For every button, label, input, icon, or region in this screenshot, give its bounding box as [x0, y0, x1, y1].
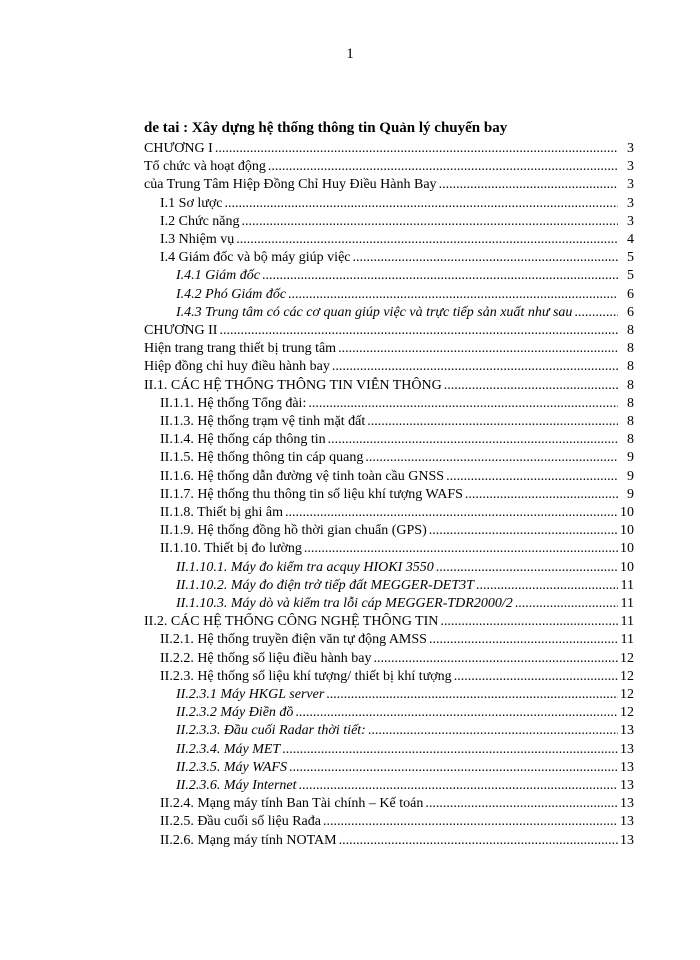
toc-entry-label: Tổ chức và hoạt động	[144, 159, 266, 175]
toc-entry-page: 11	[620, 632, 634, 648]
toc-entry-page: 8	[627, 432, 634, 448]
toc-leader-dots	[367, 413, 618, 431]
toc-entry-page: 5	[627, 268, 634, 284]
page-number: 1	[346, 46, 354, 62]
toc-entry[interactable]	[176, 722, 634, 740]
toc-entry-page: 3	[627, 195, 634, 211]
toc-entry-page: 5	[627, 250, 634, 266]
toc-entry-label: II.2.3.2 Máy Điền đồ	[176, 705, 294, 721]
toc-entry[interactable]	[176, 267, 634, 285]
toc-entry[interactable]	[176, 741, 634, 759]
toc-entry[interactable]	[144, 158, 634, 176]
toc-entry-page: 3	[627, 159, 634, 175]
toc-entry-label: II.2.4. Mạng máy tính Ban Tài chính – Kế toán	[160, 796, 424, 812]
toc-leader-dots	[285, 504, 618, 522]
toc-leader-dots	[224, 195, 618, 213]
toc-entry[interactable]	[144, 322, 634, 340]
toc-entry[interactable]	[176, 777, 634, 795]
toc-entry-label: II.1.10.1. Máy đo kiểm tra acquy HIOKI 3550	[176, 559, 434, 575]
toc-entry[interactable]	[160, 504, 634, 522]
document-title: de tai : Xây dựng hệ thống thông tin Quản lý chuyến bay	[144, 120, 508, 136]
toc-entry-page: 6	[627, 286, 634, 302]
toc-entry[interactable]	[160, 795, 634, 813]
toc-entry[interactable]	[176, 304, 634, 322]
toc-leader-dots	[268, 158, 618, 176]
toc-entry-page: 8	[627, 359, 634, 375]
toc-entry[interactable]	[176, 286, 634, 304]
toc-leader-dots	[215, 140, 618, 158]
toc-entry-page: 8	[627, 377, 634, 393]
toc-entry[interactable]	[160, 231, 634, 249]
toc-leader-dots	[465, 486, 618, 504]
toc-leader-dots	[353, 249, 618, 267]
toc-entry-page: 12	[620, 668, 634, 684]
toc-entry-label: I.4.3 Trung tâm có các cơ quan giúp việc và trực tiếp sản xuất như sau	[176, 304, 573, 320]
toc-entry[interactable]	[144, 358, 634, 376]
toc-leader-dots	[332, 358, 618, 376]
toc-entry-label: II.1.1. Hệ thống Tổng đài:	[160, 395, 307, 411]
toc-entry-label: II.2.2. Hệ thống số liệu điều hành bay	[160, 650, 372, 666]
toc-entry-label: Hiện trang trang thiết bị trung tâm	[144, 341, 337, 357]
toc-entry[interactable]	[176, 595, 634, 613]
toc-entry[interactable]	[144, 377, 634, 395]
toc-entry-label: II.1.6. Hệ thống dẫn đường vệ tinh toàn cầu GNSS	[160, 468, 445, 484]
toc-entry[interactable]	[160, 449, 634, 467]
toc-entry-label: II.2.3.6. Máy Internet	[176, 778, 297, 793]
toc-entry-label: II.2.3.4. Máy MET	[176, 741, 281, 757]
toc-leader-dots	[328, 431, 618, 449]
toc-entry[interactable]	[160, 468, 634, 486]
toc-entry-label: II.2.3. Hệ thống số liệu khí tượng/ thiết bị khí tượng	[160, 668, 452, 684]
toc-entry-page: 8	[627, 414, 634, 429]
toc-entry-label: II.1.7. Hệ thống thu thông tin số liệu khí tượng WAFS	[160, 486, 463, 502]
toc-entry[interactable]	[176, 559, 634, 577]
toc-leader-dots	[429, 631, 618, 649]
toc-entry[interactable]	[160, 431, 634, 449]
toc-entry-page: 4	[627, 232, 634, 247]
toc-entry-label: I.4 Giám đốc và bộ máy giúp việc	[160, 250, 351, 266]
toc-entry[interactable]	[160, 668, 634, 686]
toc-entry-page: 8	[627, 395, 634, 411]
toc-leader-dots	[323, 813, 618, 831]
toc-leader-dots	[425, 795, 618, 813]
toc-entry-page: 9	[627, 468, 634, 484]
toc-entry-page: 13	[620, 723, 634, 739]
toc-leader-dots	[295, 704, 618, 722]
toc-entry-page: 11	[620, 614, 634, 630]
toc-leader-dots	[339, 832, 618, 850]
toc-leader-dots	[308, 395, 618, 413]
toc-entry-label: II.2.5. Đầu cuối số liệu Rađa	[160, 814, 321, 830]
toc-entry[interactable]	[160, 813, 634, 831]
toc-entry-page: 9	[627, 486, 634, 502]
toc-leader-dots	[338, 340, 618, 358]
toc-leader-dots	[365, 449, 618, 467]
toc-entry-label: II.2. CÁC HỆ THỐNG CÔNG NGHỆ THÔNG TIN	[144, 614, 439, 630]
toc-entry-label: II.1.3. Hệ thống trạm vệ tinh mặt đất	[160, 414, 366, 429]
toc-entry[interactable]	[160, 395, 634, 413]
toc-entry-label: II.2.3.5. Máy WAFS	[176, 759, 287, 775]
toc-leader-dots	[515, 595, 618, 613]
toc-entry-label: II.2.1. Hệ thống truyền điện văn tự động AMSS	[160, 632, 427, 648]
toc-entry-label: I.3 Nhiệm vụ	[160, 232, 235, 247]
toc-leader-dots	[444, 377, 618, 395]
toc-entry-label: II.1.4. Hệ thống cáp thông tin	[160, 432, 326, 448]
toc-entry-label: II.1.8. Thiết bị ghi âm	[160, 505, 283, 520]
toc-entry[interactable]	[160, 832, 634, 850]
toc-entry-page: 8	[627, 341, 634, 357]
toc-entry-label: II.1.10.3. Máy dò và kiểm tra lỗi cáp MEGGER-TDR2000/2	[176, 596, 513, 611]
toc-entry[interactable]	[144, 613, 634, 631]
toc-leader-dots	[326, 686, 618, 704]
toc-entry[interactable]	[160, 631, 634, 649]
toc-entry-label: I.4.1 Giám đốc	[176, 268, 260, 284]
toc-entry-label: II.2.3.3. Đầu cuối Radar thời tiết:	[176, 723, 366, 739]
toc-entry[interactable]	[176, 704, 634, 722]
toc-entry-page: 13	[620, 759, 634, 775]
toc-entry[interactable]	[160, 413, 634, 431]
toc-entry[interactable]	[160, 249, 634, 267]
toc-leader-dots	[262, 267, 618, 285]
toc-entry-page: 8	[627, 323, 634, 338]
toc-entry[interactable]	[144, 140, 634, 158]
toc-entry[interactable]	[160, 486, 634, 504]
toc-entry-page: 10	[620, 559, 634, 575]
toc-entry-label: II.2.3.1 Máy HKGL server	[176, 687, 325, 702]
toc-entry-label: CHƯƠNG II	[144, 323, 218, 338]
toc-entry-label: I.1 Sơ lược	[160, 195, 223, 211]
toc-entry-page: 10	[620, 541, 634, 557]
toc-entry-page: 3	[627, 177, 634, 193]
toc-leader-dots	[299, 777, 618, 795]
toc-leader-dots	[374, 650, 618, 668]
toc-entry-label: Hiệp đồng chỉ huy điều hành bay	[144, 359, 330, 375]
toc-leader-dots	[454, 668, 618, 686]
toc-entry-page: 13	[620, 741, 634, 757]
toc-leader-dots	[436, 559, 618, 577]
toc-entry-page: 12	[620, 687, 634, 702]
toc-entry-label: II.1. CÁC HỆ THỐNG THÔNG TIN VIỄN THÔNG	[144, 377, 442, 393]
toc-entry-page: 3	[627, 213, 634, 229]
toc-entry[interactable]	[160, 522, 634, 540]
toc-entry-label: I.2 Chức năng	[160, 213, 240, 229]
toc-leader-dots	[476, 577, 618, 595]
toc-entry-label: I.4.2 Phó Giám đốc	[176, 286, 287, 302]
toc-leader-dots	[289, 759, 618, 777]
toc-entry-label: II.1.10. Thiết bị đo lường	[160, 541, 302, 557]
toc-leader-dots	[440, 613, 618, 631]
toc-leader-dots	[219, 322, 618, 340]
toc-leader-dots	[429, 522, 618, 540]
toc-entry-page: 12	[620, 650, 634, 666]
toc-entry-label: CHƯƠNG I	[144, 141, 213, 156]
toc-leader-dots	[439, 176, 618, 194]
toc-leader-dots	[236, 231, 618, 249]
toc-entry[interactable]	[176, 577, 634, 595]
toc-entry[interactable]	[160, 650, 634, 668]
toc-leader-dots	[304, 540, 618, 558]
toc-entry-page: 11	[620, 577, 634, 593]
toc-entry-page: 6	[627, 304, 634, 320]
toc-leader-dots	[574, 304, 618, 322]
toc-entry[interactable]	[176, 759, 634, 777]
toc-entry[interactable]	[144, 176, 634, 194]
toc-entry-page: 13	[620, 778, 634, 793]
toc-entry-label: II.1.5. Hệ thống thông tin cáp quang	[160, 450, 364, 466]
toc-entry[interactable]	[144, 340, 634, 358]
toc-leader-dots	[288, 286, 618, 304]
toc-entry-page: 3	[627, 141, 634, 156]
toc-entry[interactable]	[160, 195, 634, 213]
toc-entry-page: 9	[627, 450, 634, 466]
toc-leader-dots	[446, 468, 618, 486]
toc-leader-dots	[282, 741, 618, 759]
toc-entry-page: 13	[620, 796, 634, 812]
toc-entry-page: 10	[620, 523, 634, 539]
toc-entry-page: 12	[620, 705, 634, 721]
toc-entry-page: 10	[620, 505, 634, 520]
toc-entry-label: II.1.10.2. Máy đo điện trở tiếp đất MEGGER-DET3T	[176, 577, 474, 593]
toc-entry[interactable]	[160, 540, 634, 558]
toc-entry-page: 13	[620, 832, 634, 848]
toc-entry[interactable]	[176, 686, 634, 704]
toc-entry-label: của Trung Tâm Hiệp Đồng Chỉ Huy Điều Hành Bay	[144, 177, 437, 193]
toc-entry-page: 11	[620, 596, 634, 611]
toc-entry-label: II.1.9. Hệ thống đồng hồ thời gian chuẩn (GPS)	[160, 523, 427, 539]
toc-entry-label: II.2.6. Mạng máy tính NOTAM	[160, 832, 337, 848]
toc-entry[interactable]	[160, 213, 634, 231]
toc-entry-page: 13	[620, 814, 634, 830]
toc-leader-dots	[242, 213, 618, 231]
toc-leader-dots	[368, 722, 618, 740]
